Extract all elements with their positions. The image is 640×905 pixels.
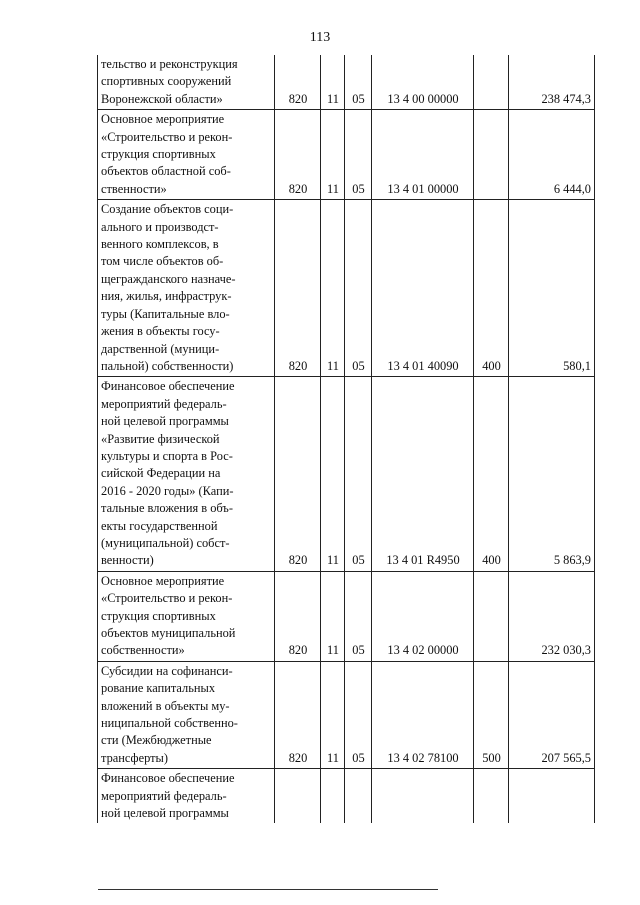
item-name-cell — [98, 200, 275, 377]
item-name-line: (муниципальной) собст- — [101, 535, 230, 550]
table-row — [98, 110, 595, 200]
item-name-line: венного комплексов, в — [101, 237, 219, 252]
ministry-code-cell — [275, 769, 321, 824]
footer-rule — [98, 889, 438, 890]
item-name-line: екты государственной — [101, 518, 218, 533]
item-name-line: спортивных сооружений — [101, 74, 232, 89]
item-name-line: струкция спортивных — [101, 608, 216, 623]
page-number: 113 — [309, 30, 331, 45]
item-name-line: объектов областной соб- — [101, 164, 231, 179]
expense-type-cell — [474, 110, 509, 200]
item-name-line: «Развитие физической — [101, 431, 220, 446]
item-name-line: культуры и спорта в Рос- — [101, 448, 233, 463]
target-article-cell: 13 4 01 40090 — [372, 200, 474, 377]
item-name-line: «Строительство и рекон- — [101, 129, 233, 144]
item-name-line: ального и производст- — [101, 219, 219, 234]
item-name-line: Основное мероприятие — [101, 573, 225, 588]
item-name-line: Основное мероприятие — [101, 112, 225, 127]
ministry-code-cell: 820 — [275, 661, 321, 768]
item-name-line: объектов муниципальной — [101, 626, 236, 640]
item-name-line: струкция спортивных — [101, 147, 216, 162]
item-name-line: том числе объектов об- — [101, 254, 224, 269]
item-name-cell — [98, 661, 275, 768]
section-code-cell: 11 — [321, 571, 345, 661]
table-row — [98, 661, 595, 768]
target-article-cell: 13 4 01 00000 — [372, 110, 474, 200]
table-row — [98, 55, 595, 110]
table-row — [98, 200, 595, 377]
target-article-cell — [372, 769, 474, 824]
amount-cell — [509, 769, 595, 824]
expense-type-cell — [474, 769, 509, 824]
section-code-cell: 11 — [321, 377, 345, 571]
item-name-line: сийской Федерации на — [101, 466, 221, 481]
item-name-line: пальной) собственности) — [101, 358, 234, 373]
amount-cell: 580,1 — [509, 200, 595, 377]
ministry-code-cell: 820 — [275, 377, 321, 571]
ministry-code-cell: 820 — [275, 571, 321, 661]
item-name-line: венности) — [101, 553, 154, 568]
subsection-code-cell: 05 — [345, 571, 372, 661]
table-row — [98, 377, 595, 571]
item-name-line: вложений в объекты му- — [101, 698, 230, 713]
item-name-line: тельство и реконструкция — [101, 57, 238, 71]
amount-cell: 238 474,3 — [509, 55, 595, 110]
target-article-cell: 13 4 01 R4950 — [372, 377, 474, 571]
expense-type-cell: 500 — [474, 661, 509, 768]
item-name-line: тальные вложения в объ- — [101, 501, 233, 516]
item-name-line: мероприятий федераль- — [101, 788, 227, 803]
amount-cell: 5 863,9 — [509, 377, 595, 571]
subsection-code-cell: 05 — [345, 377, 372, 571]
expense-type-cell — [474, 55, 509, 110]
item-name-line: Создание объектов соци- — [101, 202, 234, 217]
target-article-cell: 13 4 02 78100 — [372, 661, 474, 768]
section-code-cell: 11 — [321, 55, 345, 110]
item-name-line: мероприятий федераль- — [101, 396, 227, 411]
item-name-line: Финансовое обеспечение — [101, 771, 235, 786]
item-name-line: «Строительство и рекон- — [101, 591, 233, 606]
subsection-code-cell: 05 — [345, 55, 372, 110]
section-code-cell: 11 — [321, 200, 345, 377]
table-row — [98, 571, 595, 661]
target-article-cell: 13 4 00 00000 — [372, 55, 474, 110]
subsection-code-cell: 05 — [345, 661, 372, 768]
item-name-line: ственности» — [101, 181, 167, 196]
ministry-code-cell: 820 — [275, 110, 321, 200]
item-name-line: рование капитальных — [101, 681, 216, 696]
item-name-line: туры (Капитальные вло- — [101, 306, 230, 321]
item-name-cell — [98, 110, 275, 200]
item-name-line: сти (Межбюджетные — [101, 733, 212, 748]
amount-cell: 6 444,0 — [509, 110, 595, 200]
subsection-code-cell: 05 — [345, 110, 372, 200]
ministry-code-cell: 820 — [275, 200, 321, 377]
item-name-line: собственности» — [101, 643, 185, 658]
item-name-line: Воронежской области» — [101, 91, 223, 106]
amount-cell: 207 565,5 — [509, 661, 595, 768]
item-name-cell — [98, 377, 275, 571]
amount-cell: 232 030,3 — [509, 571, 595, 661]
section-code-cell — [321, 769, 345, 824]
section-code-cell: 11 — [321, 110, 345, 200]
item-name-line: дарственной (муници- — [101, 341, 220, 356]
budget-table — [97, 55, 595, 823]
item-name-line: ния, жилья, инфраструк- — [101, 289, 232, 304]
subsection-code-cell — [345, 769, 372, 824]
item-name-line: щегражданского назначе- — [101, 271, 236, 286]
target-article-cell: 13 4 02 00000 — [372, 571, 474, 661]
section-code-cell: 11 — [321, 661, 345, 768]
item-name-line: Финансовое обеспечение — [101, 379, 235, 394]
item-name-line: Субсидии на софинанси- — [101, 663, 233, 678]
item-name-line: трансферты) — [101, 750, 168, 765]
item-name-cell — [98, 571, 275, 661]
subsection-code-cell: 05 — [345, 200, 372, 377]
item-name-line: жения в объекты госу- — [101, 324, 220, 339]
item-name-line: ниципальной собственно- — [101, 716, 238, 731]
item-name-cell — [98, 769, 275, 824]
item-name-cell — [98, 55, 275, 110]
expense-type-cell: 400 — [474, 377, 509, 571]
item-name-line: 2016 - 2020 годы» (Капи- — [101, 483, 234, 498]
table-row — [98, 769, 595, 824]
expense-type-cell — [474, 571, 509, 661]
ministry-code-cell: 820 — [275, 55, 321, 110]
expense-type-cell: 400 — [474, 200, 509, 377]
item-name-line: ной целевой программы — [101, 806, 229, 821]
item-name-line: ной целевой программы — [101, 414, 229, 429]
